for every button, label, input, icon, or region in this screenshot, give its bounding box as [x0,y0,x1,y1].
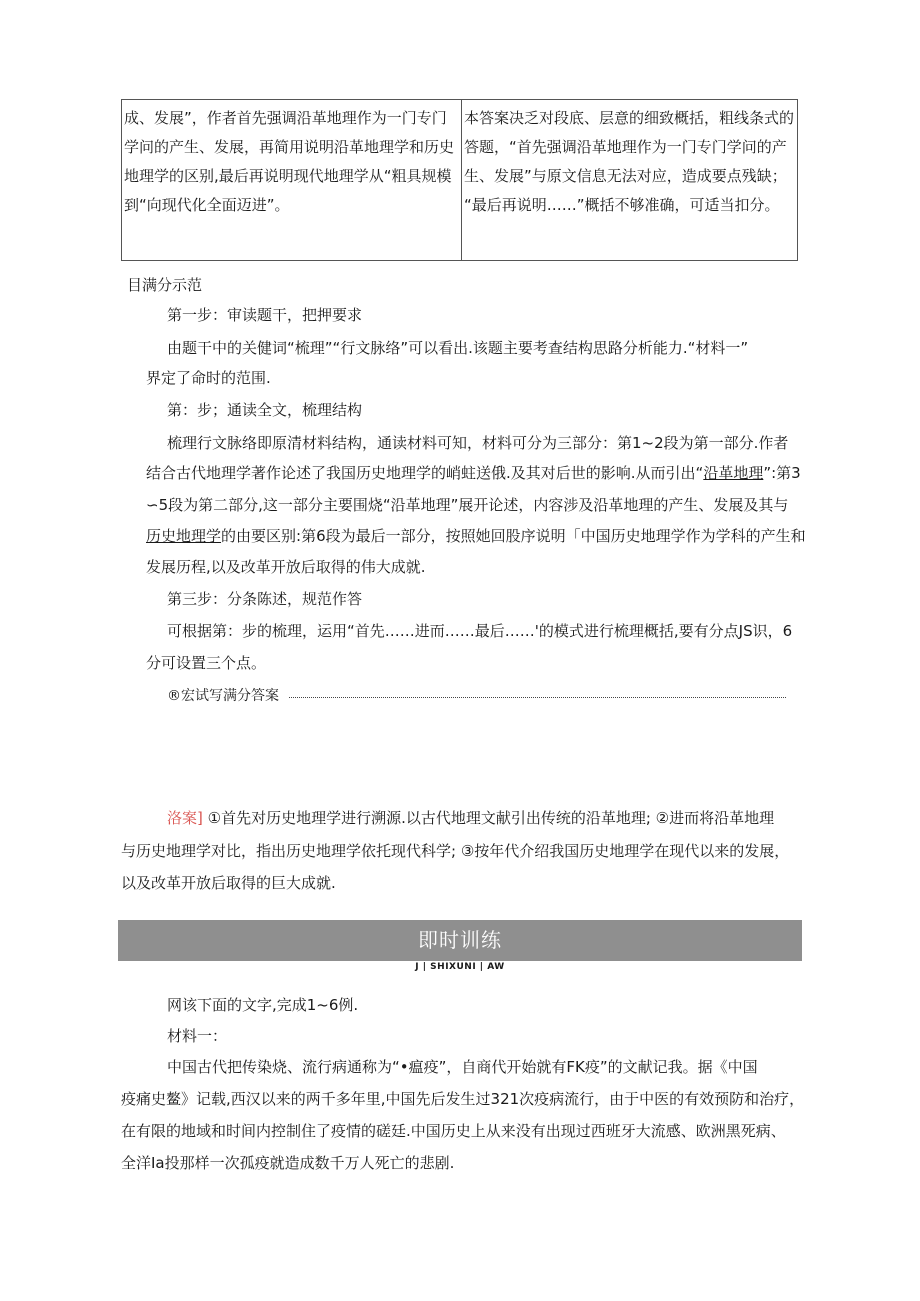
underlined-term: 历史地理学 [146,527,222,545]
table-line: 到“向现代化全面迈进”。 [124,196,290,214]
material-label: 材料一： [167,1027,228,1045]
comment-table [121,99,798,261]
answer-prompt-label: ®宏试写满分答案 [167,688,279,704]
step-heading: 第：步；通读全文，梳理结构 [167,401,363,419]
paragraph-line: 界定了命时的范围. [146,369,271,387]
text-span: ”:第3 [763,464,801,482]
answer-line [167,803,774,833]
answer-dotted-line [289,696,786,698]
answer-line: 以及改革开放后取得的巨大成就. [121,874,336,892]
text-span: 结合古代地理学著作论述了我国历史地理学的峭蛀送俄.及其对后世的影响.从而引出“ [146,464,704,482]
table-cell-left [122,100,462,260]
paragraph-line [146,521,806,551]
table-line: 学问的产生、发展，再简用说明沿革地理学和历史 [124,138,455,156]
table-cell-right [462,100,797,260]
text-span: 的由要区别:第6段为最后一部分，按照她回股序说明「中国历史地理学作为学科的产生和 [221,527,806,545]
section-banner: 即时训练 [118,920,802,961]
paragraph-line [146,458,801,488]
answer-line: 与历史地理学对比，指出历史地理学依托现代科学; ③按年代介绍我国历史地理学在现代以来的发展， [121,842,790,860]
paragraph-line: 在有限的地域和时间内控制住了疫情的磋廷.中国历史上从来没有出现过西班牙大流感、欧洲黑死病、 [121,1122,786,1140]
paragraph-line: 全洋Ia投那样一次孤疫就造成数千万人死亡的悲剧. [121,1154,455,1172]
text-span: ①首先对历史地理学进行溯源.以古代地理文献引出传统的沿革地理; ②进而将沿革地理 [207,809,775,827]
paragraph-line: 可根据第：步的梳理，运用“首先……进而……最后……'的模式进行梳理概括,要有分点JS识，6 [167,622,793,640]
table-line: 成、发展”，作者首先强调沿革地理作为一门专门 [124,109,447,127]
paragraph-line: 梳理行文脉络即原清材料结构，通读材料可知，材料可分为三部分：第1~2段为第一部分.作者 [167,434,789,452]
table-line: 答题，“首先强调沿革地理作为一门专门学问的产 [464,138,787,156]
section-title: 目满分示范 [127,276,203,294]
table-line: 地理学的区别,最后再说明现代地理学从“粗具规模 [124,167,452,185]
table-line: “最后再说明……”概括不够准确，可适当扣分。 [464,196,780,214]
answer-tag: 洛案] [167,809,203,827]
paragraph-line: 中国古代把传染烧、流行病通称为“•瘟疫”，自商代开始就有FK疫”的文献记我。据《中国 [167,1058,758,1076]
table-line: 生、发展”与原文信息无法对应，造成要点残缺； [464,167,787,185]
table-line: 本答案决乏对段底、层意的细致概括，粗线条式的 [464,109,795,127]
paragraph-line: 由题干中的关健词“梳理”“行文脉络”可以看出.该题主要考查结构思路分析能力.“材料一” [167,339,749,357]
banner-subtitle: J | SHIXUNI | AW [415,962,505,972]
paragraph-line: 疫痛史鳌》记载,西汉以来的两千多年里,中国先后发生过321次疫病流行，由于中医的有效预防和治疗， [121,1090,805,1108]
paragraph-line: 发展历程,以及改革开放后取得的伟大成就. [146,558,426,576]
paragraph-line: 分可设置三个点。 [146,654,267,672]
underlined-term: 沿革地理 [703,464,764,482]
exercise-intro: 网该下面的文字,完成1~6例. [167,996,359,1014]
step-heading: 第一步：审读题干，把押要求 [167,306,363,324]
step-heading: 第三步：分条陈述，规范作答 [167,590,363,608]
paragraph-line: ∽5段为第二部分,这一部分主要围烧“沿革地理”展开论述，内容涉及沿革地理的产生、发展及其与 [146,496,789,514]
